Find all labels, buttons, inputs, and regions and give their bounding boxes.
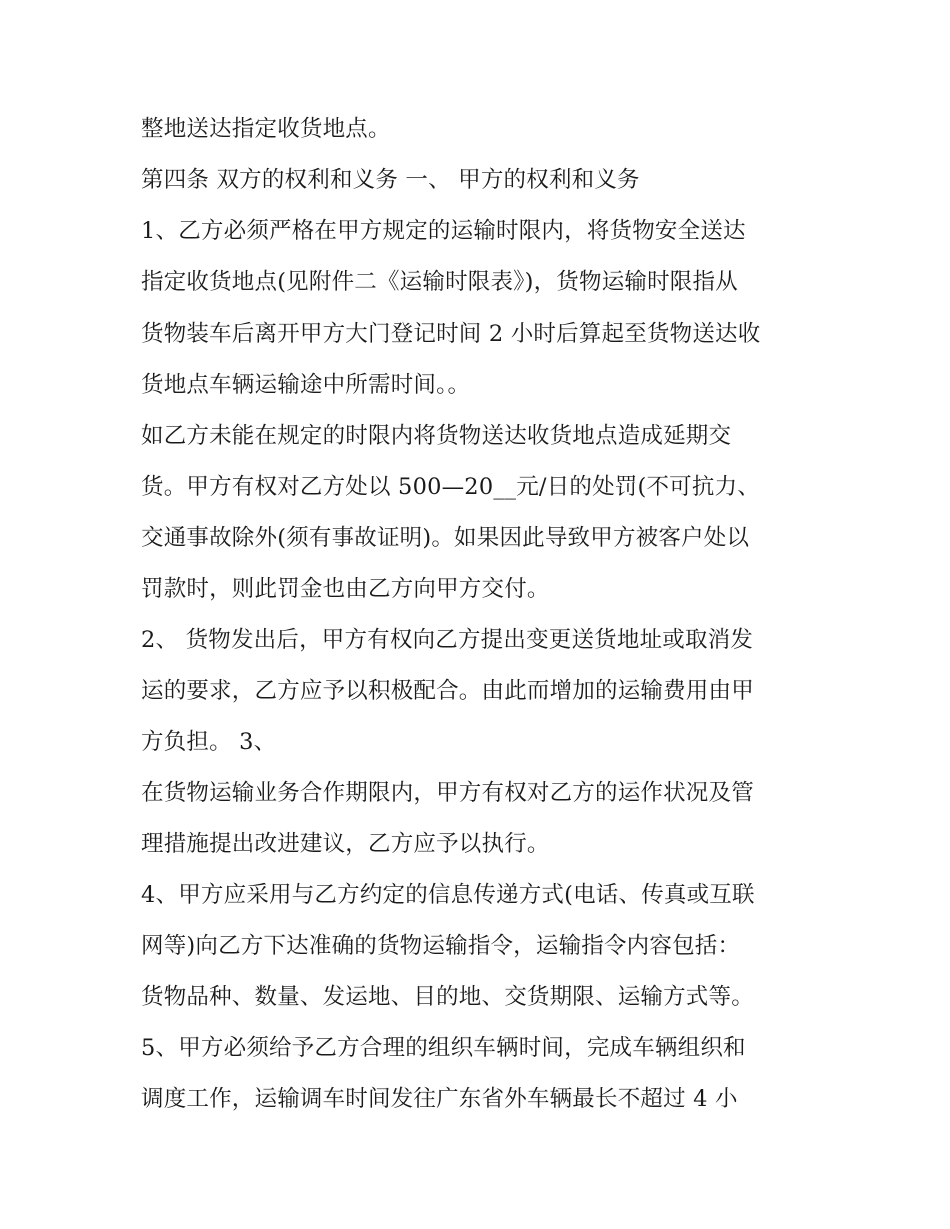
text-line: 运的要求，乙方应予以积极配合。由此而增加的运输费用由甲 — [141, 678, 754, 704]
text-line: 理措施提出改进建议，乙方应予以执行。 — [141, 831, 550, 857]
text-line: 在货物运输业务合作期限内，甲方有权对乙方的运作状况及管 — [141, 780, 754, 806]
text-line: 指定收货地点(见附件二《运输时限表》)，货物运输时限指从 — [141, 269, 738, 295]
text-line: 2、 货物发出后，甲方有权向乙方提出变更送货地址或取消发 — [141, 627, 754, 653]
text-line: 整地送达指定收货地点。 — [141, 116, 391, 142]
text-line: 货。甲方有权对乙方处以 500—20__元/日的处罚(不可抗力、 — [141, 474, 760, 500]
text-line: 货物装车后离开甲方大门登记时间 2 小时后算起至货物送达收 — [141, 321, 761, 347]
text-line: 货地点车辆运输途中所需时间。。 — [141, 372, 471, 398]
text-line: 方负担。 3、 — [141, 729, 277, 755]
text-line: 5、甲方必须给予乙方合理的组织车辆时间，完成车辆组织和 — [141, 1035, 746, 1061]
text-line: 1、乙方必须严格在甲方规定的运输时限内，将货物安全送达 — [141, 218, 746, 244]
text-line: 调度工作，运输调车时间发往广东省外车辆最长不超过 4 小 — [141, 1086, 738, 1112]
text-line: 罚款时，则此罚金也由乙方向甲方交付。 — [141, 576, 550, 602]
text-line: 网等)向乙方下达准确的货物运输指令，运输指令内容包括： — [141, 933, 741, 959]
text-line: 如乙方未能在规定的时限内将货物送达收货地点造成延期交 — [141, 423, 732, 449]
text-line: 4、甲方应采用与乙方约定的信息传递方式(电话、传真或互联 — [141, 882, 755, 908]
text-line: 第四条 双方的权利和义务 一、 甲方的权利和义务 — [141, 167, 640, 193]
text-line: 交通事故除外(须有事故证明)。如果因此导致甲方被客户处以 — [141, 525, 750, 551]
text-line: 货物品种、数量、发运地、目的地、交货期限、运输方式等。 — [141, 984, 754, 1010]
